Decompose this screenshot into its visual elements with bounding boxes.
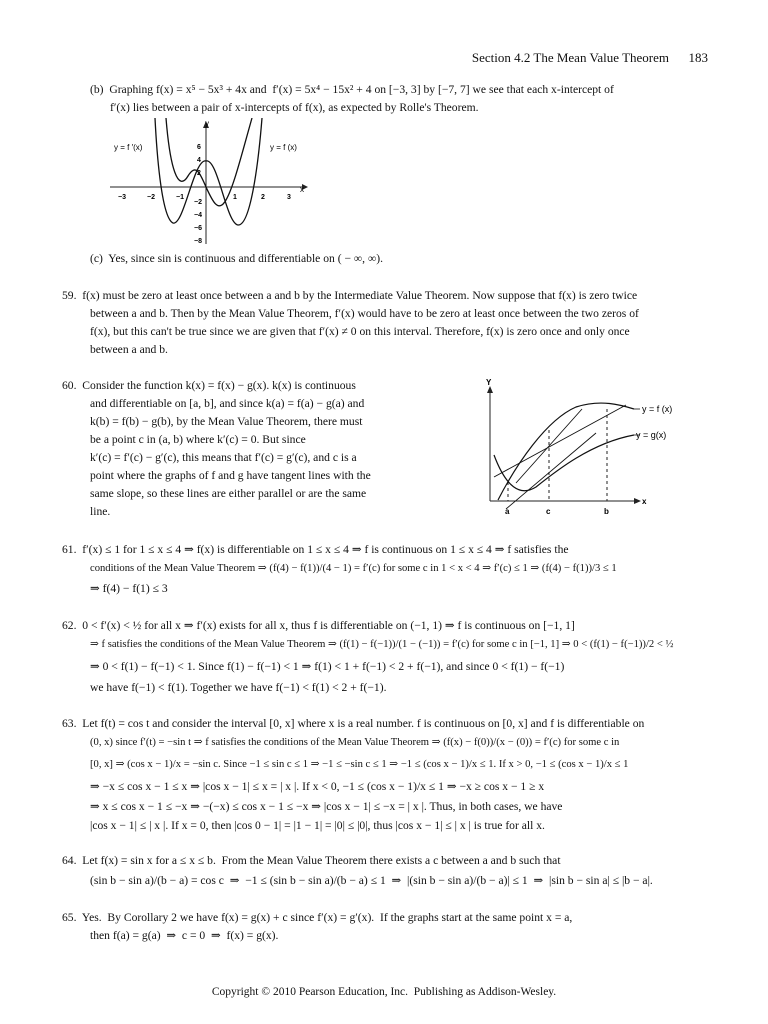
page-number: 183	[688, 50, 708, 65]
point-a-label: a	[505, 507, 510, 516]
text-line: ⇒ −x ≤ cos x − 1 ≤ x ⇒ |cos x − 1| ≤ x = | x |. If x < 0, −1 ≤ (cos x − 1)/x ≤ 1 ⇒ −x ≥ cos x − 1 ≥ x	[90, 780, 545, 793]
tangent-line-f	[516, 409, 582, 483]
text-line: and differentiable on [a, b], and since k(a) = f(a) − g(a) and	[90, 397, 365, 410]
x-tick-labels	[118, 194, 291, 201]
text-line: 64. Let f(x) = sin x for a ≤ x ≤ b. From the Mean Value Theorem there exists a c between a and b such that	[62, 854, 561, 867]
text-line: ⇒ x ≤ cos x − 1 ≤ −x ⇒ −(−x) ≤ cos x − 1 ≤ −x ⇒ |cos x − 1| ≤ −x = | x |. Thus, in both cases, we have	[90, 800, 563, 813]
y-tick-label: 2	[197, 170, 201, 177]
text-line: we have f(−1) < f(1). Together we have f(−1) < f(1) < 2 + f(−1).	[90, 681, 387, 694]
x-tick-label: −3	[118, 194, 126, 201]
text-line: between a and b. Then by the Mean Value Theorem, f′(x) would have to be zero at least once between the two zeros of	[90, 307, 639, 320]
x-tick-label: 3	[287, 194, 291, 201]
y-tick-label: −6	[194, 225, 202, 232]
x-tick-label: 2	[261, 194, 265, 201]
text-line: 62. 0 < f′(x) < ½ for all x ⇒ f′(x) exists for all x, thus f is differentiable on (−1, 1) ⇒ f is continuous on [−1, 1]	[62, 619, 575, 632]
tangent-graph	[476, 375, 682, 520]
text-line: 63. Let f(t) = cos t and consider the interval [0, x] where x is a real number. f is continuous on [0, x] and f is differentiable on	[62, 717, 645, 730]
point-b-label: b	[604, 507, 609, 516]
y-axis-label: y	[205, 119, 209, 128]
section-title: Section 4.2 The Mean Value Theorem	[471, 50, 669, 65]
text-line: ⇒ 0 < f(1) − f(−1) < 1. Since f(1) − f(−1) < 1 ⇒ f(1) < 1 + f(−1) < 2 + f(−1), and since 0 < f(1) − f(−1)	[90, 660, 565, 673]
g-curve	[494, 435, 634, 491]
text-line: 59. f(x) must be zero at least once between a and b by the Intermediate Value Theorem. Now suppose that f(x) is zero twice	[62, 289, 638, 302]
text-line: f(x), but this can't be true since we are given that f′(x) ≠ 0 on this interval. Therefore, f(x) is zero once and only once	[90, 325, 630, 338]
f-label: y = f (x)	[270, 143, 297, 152]
text-line: point where the graphs of f and g have tangent lines with the	[90, 469, 371, 482]
text-line: |cos x − 1| ≤ | x |. If x = 0, then |cos 0 − 1| = |1 − 1| = |0| ≤ |0|, thus |cos x − 1| ≤ | x | is true for all x.	[90, 819, 545, 832]
x-tick-label: 1	[233, 194, 237, 201]
text-line: same slope, so these lines are either parallel or are the same	[90, 487, 367, 500]
polynomial-graph	[110, 118, 320, 246]
text-line: conditions of the Mean Value Theorem ⇒ (f(4) − f(1))/(4 − 1) = f′(c) for some c in 1 < x < 4 ⇒ f′(c) ≤ 1 ⇒ (f(4) − f(1))/3 ≤ 1	[90, 563, 617, 574]
text-line: k(b) = f(b) − g(b), by the Mean Value Theorem, there must	[90, 415, 363, 428]
x-tick-label: −1	[176, 194, 184, 201]
x-axis-label: x	[642, 497, 647, 506]
fprime-label: y = f ′(x)	[114, 143, 143, 152]
point-c-label: c	[546, 507, 551, 516]
text-line: (b) Graphing f(x) = x⁵ − 5x³ + 4x and f′(x) = 5x⁴ − 15x² + 4 on [−3, 3] by [−7, 7] we see that each x-intercept of	[90, 83, 614, 96]
text-line: [0, x] ⇒ (cos x − 1)/x = −sin c. Since −1 ≤ sin c ≤ 1 ⇒ −1 ≤ −sin c ≤ 1 ⇒ −1 ≤ (cos x − 1)/x ≤ 1. If x > 0, −1 ≤ (cos x − 1)/x ≤ 1	[90, 759, 629, 770]
y-tick-label: 6	[197, 144, 201, 151]
text-line: line.	[90, 505, 111, 518]
text-line: be a point c in (a, b) where k′(c) = 0. But since	[90, 433, 306, 446]
x-axis-label: x	[300, 185, 304, 194]
y-tick-label: −2	[194, 199, 202, 206]
fprime-curve	[155, 118, 262, 225]
text-line: 60. Consider the function k(x) = f(x) − g(x). k(x) is continuous	[62, 379, 356, 392]
f-label: y = f (x)	[642, 404, 673, 414]
x-tick-label: −2	[147, 194, 155, 201]
text-line: 61. f′(x) ≤ 1 for 1 ≤ x ≤ 4 ⇒ f(x) is differentiable on 1 ≤ x ≤ 4 ⇒ f is continuous on 1 ≤ x ≤ 4 ⇒ f satisfies the	[62, 543, 569, 556]
text-line: then f(a) = g(a) ⇒ c = 0 ⇒ f(x) = g(x).	[90, 929, 279, 942]
y-axis-arrow	[487, 386, 493, 393]
text-line: f′(x) lies between a pair of x-intercepts of f(x), as expected by Rolle's Theorem.	[110, 101, 479, 114]
text-line: 65. Yes. By Corollary 2 we have f(x) = g(x) + c since f′(x) = g′(x). If the graphs start at the same point x = a,	[62, 911, 573, 924]
text-line: (c) Yes, since sin is continuous and differentiable on ( − ∞, ∞).	[90, 252, 384, 265]
y-tick-labels	[194, 144, 202, 245]
text-line: ⇒ f satisfies the conditions of the Mean Value Theorem ⇒ (f(1) − f(−1))/(1 − (−1)) = f′(c) for some c in [−1, 1] ⇒ 0 < (f(1) − f(−1))/2 < ½	[90, 639, 674, 650]
text-line: k′(c) = f′(c) − g′(c), this means that f′(c) = g′(c), and c is a	[90, 451, 357, 464]
text-line: ⇒ f(4) − f(1) ≤ 3	[90, 582, 168, 595]
text-line: (sin b − sin a)/(b − a) = cos c ⇒ −1 ≤ (sin b − sin a)/(b − a) ≤ 1 ⇒ |(sin b − sin a)/(b − a)| ≤ 1 ⇒ |sin b − sin a| ≤ |b − a|.	[90, 874, 653, 887]
y-tick-label: 4	[197, 157, 201, 164]
text-line: (0, x) since f′(t) = −sin t ⇒ f satisfies the conditions of the Mean Value Theorem ⇒ (f(x) − f(0))/(x − (0)) = f′(c) for some c in	[90, 737, 620, 748]
x-axis-arrow	[634, 498, 641, 504]
y-tick-label: −4	[194, 212, 202, 219]
y-tick-label: −8	[194, 238, 202, 245]
g-label: y = g(x)	[636, 430, 667, 440]
page-header	[472, 50, 708, 66]
secant-line-f	[494, 405, 626, 477]
y-axis-label: Y	[486, 378, 492, 387]
f-curve	[498, 403, 634, 500]
text-line: between a and b.	[90, 343, 168, 356]
copyright-footer: Copyright © 2010 Pearson Education, Inc. Publishing as Addison-Wesley.	[211, 986, 557, 998]
